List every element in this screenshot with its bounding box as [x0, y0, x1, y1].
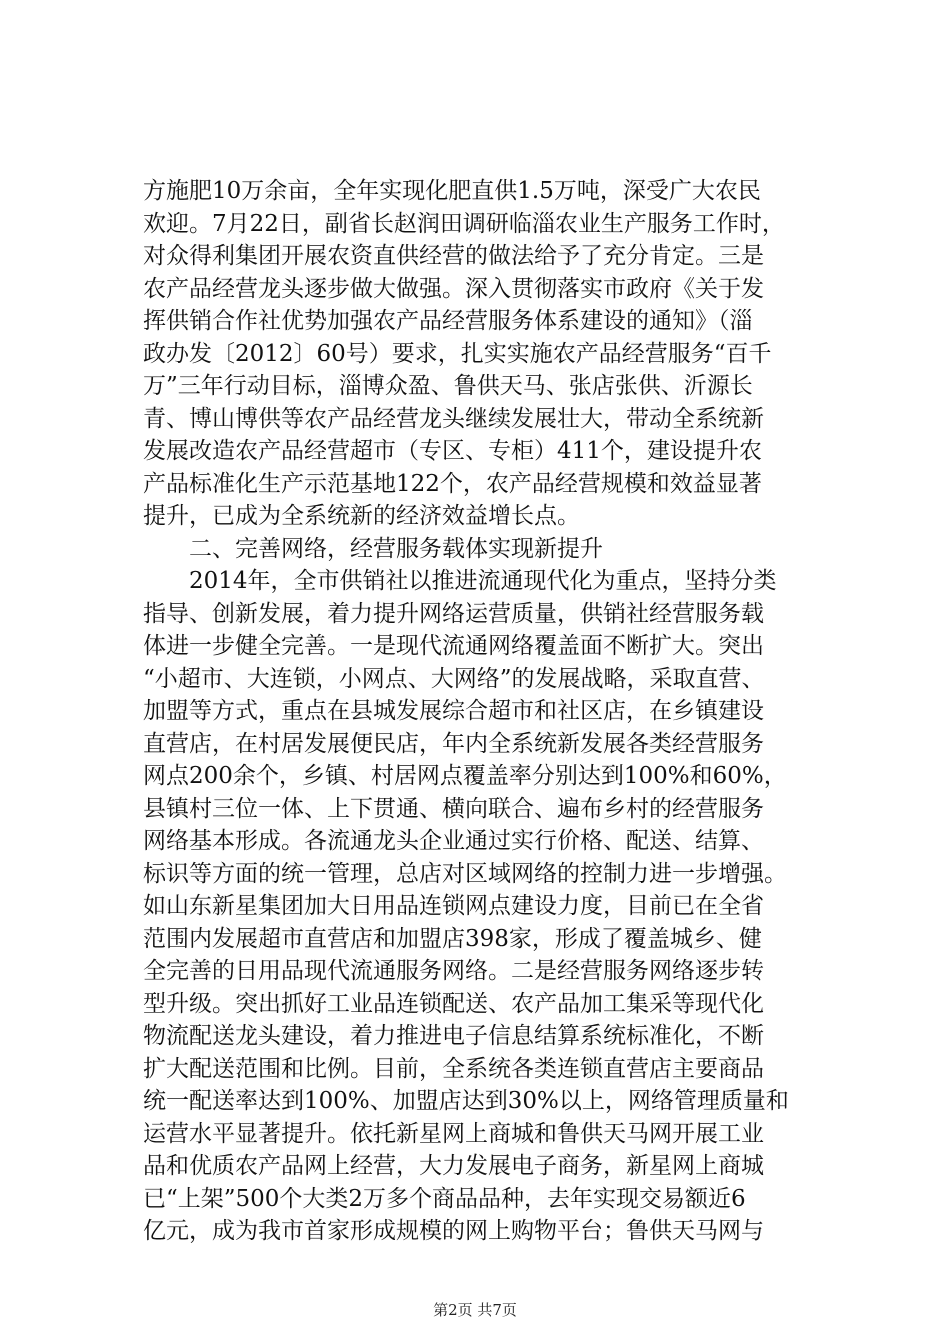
- page-number-footer: 第2页 共7页: [433, 1301, 517, 1319]
- text-line: “小超市、大连锁，小网点、大网络”的发展战略，采取直营、: [143, 665, 765, 692]
- text-line: 青、博山博供等农产品经营龙头继续发展壮大，带动全系统新: [143, 405, 764, 432]
- text-line: 欢迎。7月22日，副省长赵润田调研临淄农业生产服务工作时，: [143, 210, 785, 237]
- text-line: 标识等方面的统一管理，总店对区域网络的控制力进一步增强。: [143, 860, 787, 887]
- body-text: [143, 175, 833, 1248]
- text-line: 品和优质农产品网上经营，大力发展电子商务，新星网上商城: [143, 1153, 764, 1179]
- text-line: 方施肥10万余亩，全年实现化肥直供1.5万吨，深受广大农民: [143, 178, 761, 204]
- text-line: 直营店，在村居发展便民店，年内全系统新发展各类经营服务: [143, 730, 764, 757]
- paragraph-first-line: 2014年，全市供销社以推进流通现代化为重点，坚持分类: [189, 568, 777, 594]
- text-line: 运营水平显著提升。依托新星网上商城和鲁供天马网开展工业: [143, 1120, 764, 1147]
- text-line: 全完善的日用品现代流通服务网络。二是经营服务网络逐步转: [143, 958, 764, 984]
- text-line: 加盟等方式，重点在县城发展综合超市和社区店，在乡镇建设: [143, 698, 764, 724]
- text-line: 指导、创新发展，着力提升网络运营质量，供销社经营服务载: [143, 600, 764, 627]
- text-line: 扩大配送范围和比例。目前，全系统各类连锁直营店主要商品: [143, 1055, 764, 1082]
- text-line: 网点200余个，乡镇、村居网点覆盖率分别达到100%和60%，: [143, 763, 787, 789]
- text-line: 型升级。突出抓好工业品连锁配送、农产品加工集采等现代化: [143, 990, 764, 1017]
- text-line: 挥供销合作社优势加强农产品经营服务体系建设的通知》（淄: [143, 308, 753, 334]
- text-line: 万”三年行动目标，淄博众盈、鲁供天马、张店张供、沂源长: [143, 373, 753, 399]
- section-heading: 二、完善网络，经营服务载体实现新提升: [189, 535, 603, 562]
- text-line: 提升，已成为全系统新的经济效益增长点。: [143, 503, 580, 529]
- text-line: 亿元，成为我市首家形成规模的网上购物平台；鲁供天马网与: [143, 1218, 764, 1244]
- text-line: 已“上架”500个大类2万多个商品品种，去年实现交易额近6: [143, 1185, 746, 1212]
- text-line: 政办发〔2012〕60号）要求，扎实实施农产品经营服务“百千: [143, 340, 772, 367]
- text-line: 统一配送率达到100%、加盟店达到30%以上，网络管理质量和: [143, 1088, 789, 1114]
- text-line: 县镇村三位一体、上下贯通、横向联合、遍布乡村的经营服务: [143, 795, 764, 822]
- text-line: 产品标准化生产示范基地122个，农产品经营规模和效益显著: [143, 470, 762, 497]
- text-line: 对众得利集团开展农资直供经营的做法给予了充分肯定。三是: [143, 243, 764, 269]
- text-line: 如山东新星集团加大日用品连锁网点建设力度，目前已在全省: [143, 893, 764, 919]
- text-line: 发展改造农产品经营超市（专区、专柜）411个，建设提升农: [143, 438, 762, 464]
- text-line: 体进一步健全完善。一是现代流通网络覆盖面不断扩大。突出: [143, 633, 764, 659]
- text-line: 范围内发展超市直营店和加盟店398家，形成了覆盖城乡、健: [143, 925, 762, 952]
- text-line: 网络基本形成。各流通龙头企业通过实行价格、配送、结算、: [143, 828, 764, 854]
- text-line: 物流配送龙头建设，着力推进电子信息结算系统标准化，不断: [143, 1023, 764, 1049]
- text-line: 农产品经营龙头逐步做大做强。深入贯彻落实市政府《关于发: [143, 275, 764, 302]
